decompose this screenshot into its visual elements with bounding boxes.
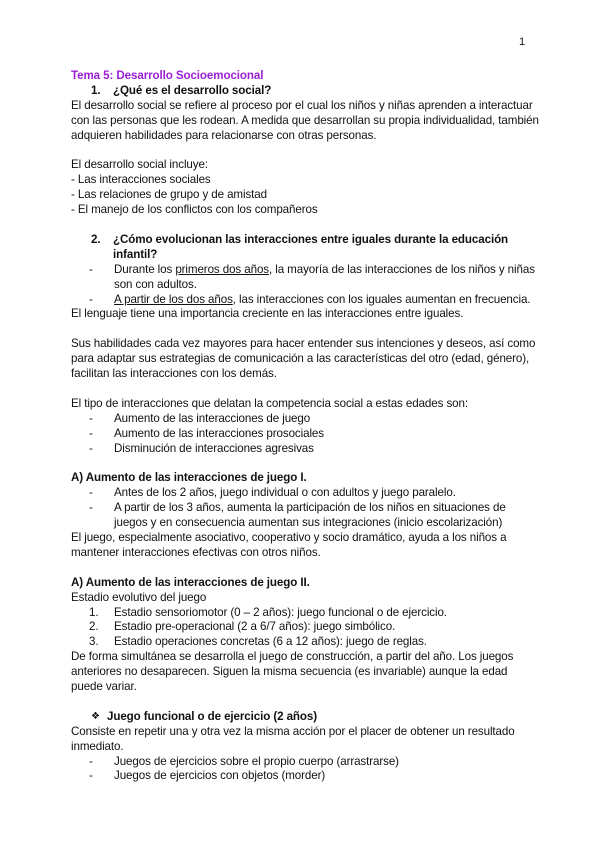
question-2-number: 2. <box>91 232 101 246</box>
dash-marker: - <box>89 426 93 440</box>
section-heading-a1: A) Aumento de las interacciones de juego I. <box>71 471 307 485</box>
diamond-bullet-icon: ❖ <box>91 710 100 722</box>
subheading-juego-funcional <box>71 710 541 725</box>
section-heading-a2: A) Aumento de las interacciones de juego II. <box>71 575 310 589</box>
list-item-text: Juegos de ejercicios con objetos (morder) <box>114 769 326 783</box>
dash-marker: - <box>89 486 93 500</box>
underlined-text: A partir de los dos años <box>114 292 233 306</box>
document-title: Tema 5: Desarrollo Socioemocional <box>71 69 264 82</box>
list-item-text: Estadio sensoriomotor (0 – 2 años): juego funcional o de ejercicio. <box>114 605 447 619</box>
list-item <box>71 486 541 501</box>
dash-marker: - <box>89 292 93 306</box>
question-2-text: ¿Cómo evolucionan las interacciones entre iguales durante la educación infantil? <box>113 232 509 261</box>
includes-item: - Las relaciones de grupo y de amistad <box>71 188 267 202</box>
list-item <box>71 635 541 650</box>
list-item-text: Antes de los 2 años, juego individual o con adultos y juego paralelo. <box>114 486 456 500</box>
list-item-text: Juegos de ejercicios sobre el propio cuerpo (arrastrarse) <box>114 754 399 768</box>
dash-marker: - <box>89 769 93 783</box>
list-item <box>71 501 541 531</box>
list-number: 3. <box>89 635 99 649</box>
list-item <box>71 606 541 621</box>
list-item-text: Aumento de las interacciones de juego <box>114 411 311 425</box>
list-item <box>71 769 541 784</box>
list-item <box>71 412 541 427</box>
list-item-text: Aumento de las interacciones prosociales <box>114 426 324 440</box>
includes-item: - El manejo de los conflictos con los compañeros <box>71 203 318 217</box>
paragraph-tipo: El tipo de interacciones que delatan la competencia social a estas edades son: <box>71 396 468 410</box>
estadio-intro: Estadio evolutivo del juego <box>71 590 207 604</box>
paragraph-lenguaje: El lenguaje tiene una importancia creciente en las interacciones entre iguales. <box>71 307 464 321</box>
subheading-text: Juego funcional o de ejercicio (2 años) <box>107 709 317 723</box>
dash-marker: - <box>89 441 93 455</box>
list-item-text: , las interacciones con los iguales aumentan en frecuencia. <box>232 292 531 306</box>
question-1 <box>71 84 541 99</box>
includes-intro: El desarrollo social incluye: <box>71 158 208 172</box>
list-item <box>71 293 541 308</box>
list-item-text: Durante los <box>114 262 176 276</box>
paragraph-consiste: Consiste en repetir una y otra vez la misma acción por el placer de obtener un resultado inmediato. <box>71 724 515 753</box>
list-item-text: A partir de los 3 años, aumenta la participación de los niños en situaciones de juegos y en consecuencia aumentan sus integraciones (inicio escolarización) <box>114 501 506 530</box>
list-item <box>71 442 541 457</box>
question-2 <box>71 233 541 263</box>
paragraph-definition: El desarrollo social se refiere al proceso por el cual los niños y niñas aprenden a interactuar con las personas que les rodean. A medida que desarrollan su propia individualidad, también adquieren habilidades para relacionarse con otras personas. <box>71 98 539 142</box>
question-1-number: 1. <box>91 83 101 97</box>
dash-marker: - <box>89 262 93 276</box>
dash-marker: - <box>89 501 93 515</box>
list-item <box>71 755 541 770</box>
dash-marker: - <box>89 754 93 768</box>
list-item <box>71 620 541 635</box>
paragraph-habilidades: Sus habilidades cada vez mayores para hacer entender sus intenciones y deseos, así como para adaptar sus estrategias de comunicación a las características del otro (edad, género), facilitan las interacciones con los demás. <box>71 337 536 381</box>
paragraph-simultanea: De forma simultánea se desarrolla el juego de construcción, a partir del año. Los juegos anteriores no desaparecen. Siguen la misma secuencia (es invariable) aunque la edad puede variar. <box>71 650 514 694</box>
question-1-text: ¿Qué es el desarrollo social? <box>113 83 272 97</box>
list-number: 1. <box>89 605 99 619</box>
list-item-text: Disminución de interacciones agresivas <box>114 441 314 455</box>
document-body <box>71 69 541 784</box>
list-item-text: Estadio pre-operacional (2 a 6/7 años): juego simbólico. <box>114 620 396 634</box>
includes-item: - Las interacciones sociales <box>71 173 211 187</box>
list-item-text: , la mayoría de las interacciones de los niños y niñas son con adultos. <box>114 262 535 291</box>
list-item-text: Estadio operaciones concretas (6 a 12 años): juego de reglas. <box>114 635 427 649</box>
list-item <box>71 263 541 293</box>
dash-marker: - <box>89 411 93 425</box>
page-number: 1 <box>519 36 526 48</box>
paragraph-juego: El juego, especialmente asociativo, cooperativo y socio dramático, ayuda a los niños a mantener interacciones efectivas con otros niños. <box>71 531 507 559</box>
underlined-text: primeros dos años <box>175 262 269 276</box>
list-number: 2. <box>89 620 99 634</box>
list-item <box>71 427 541 442</box>
